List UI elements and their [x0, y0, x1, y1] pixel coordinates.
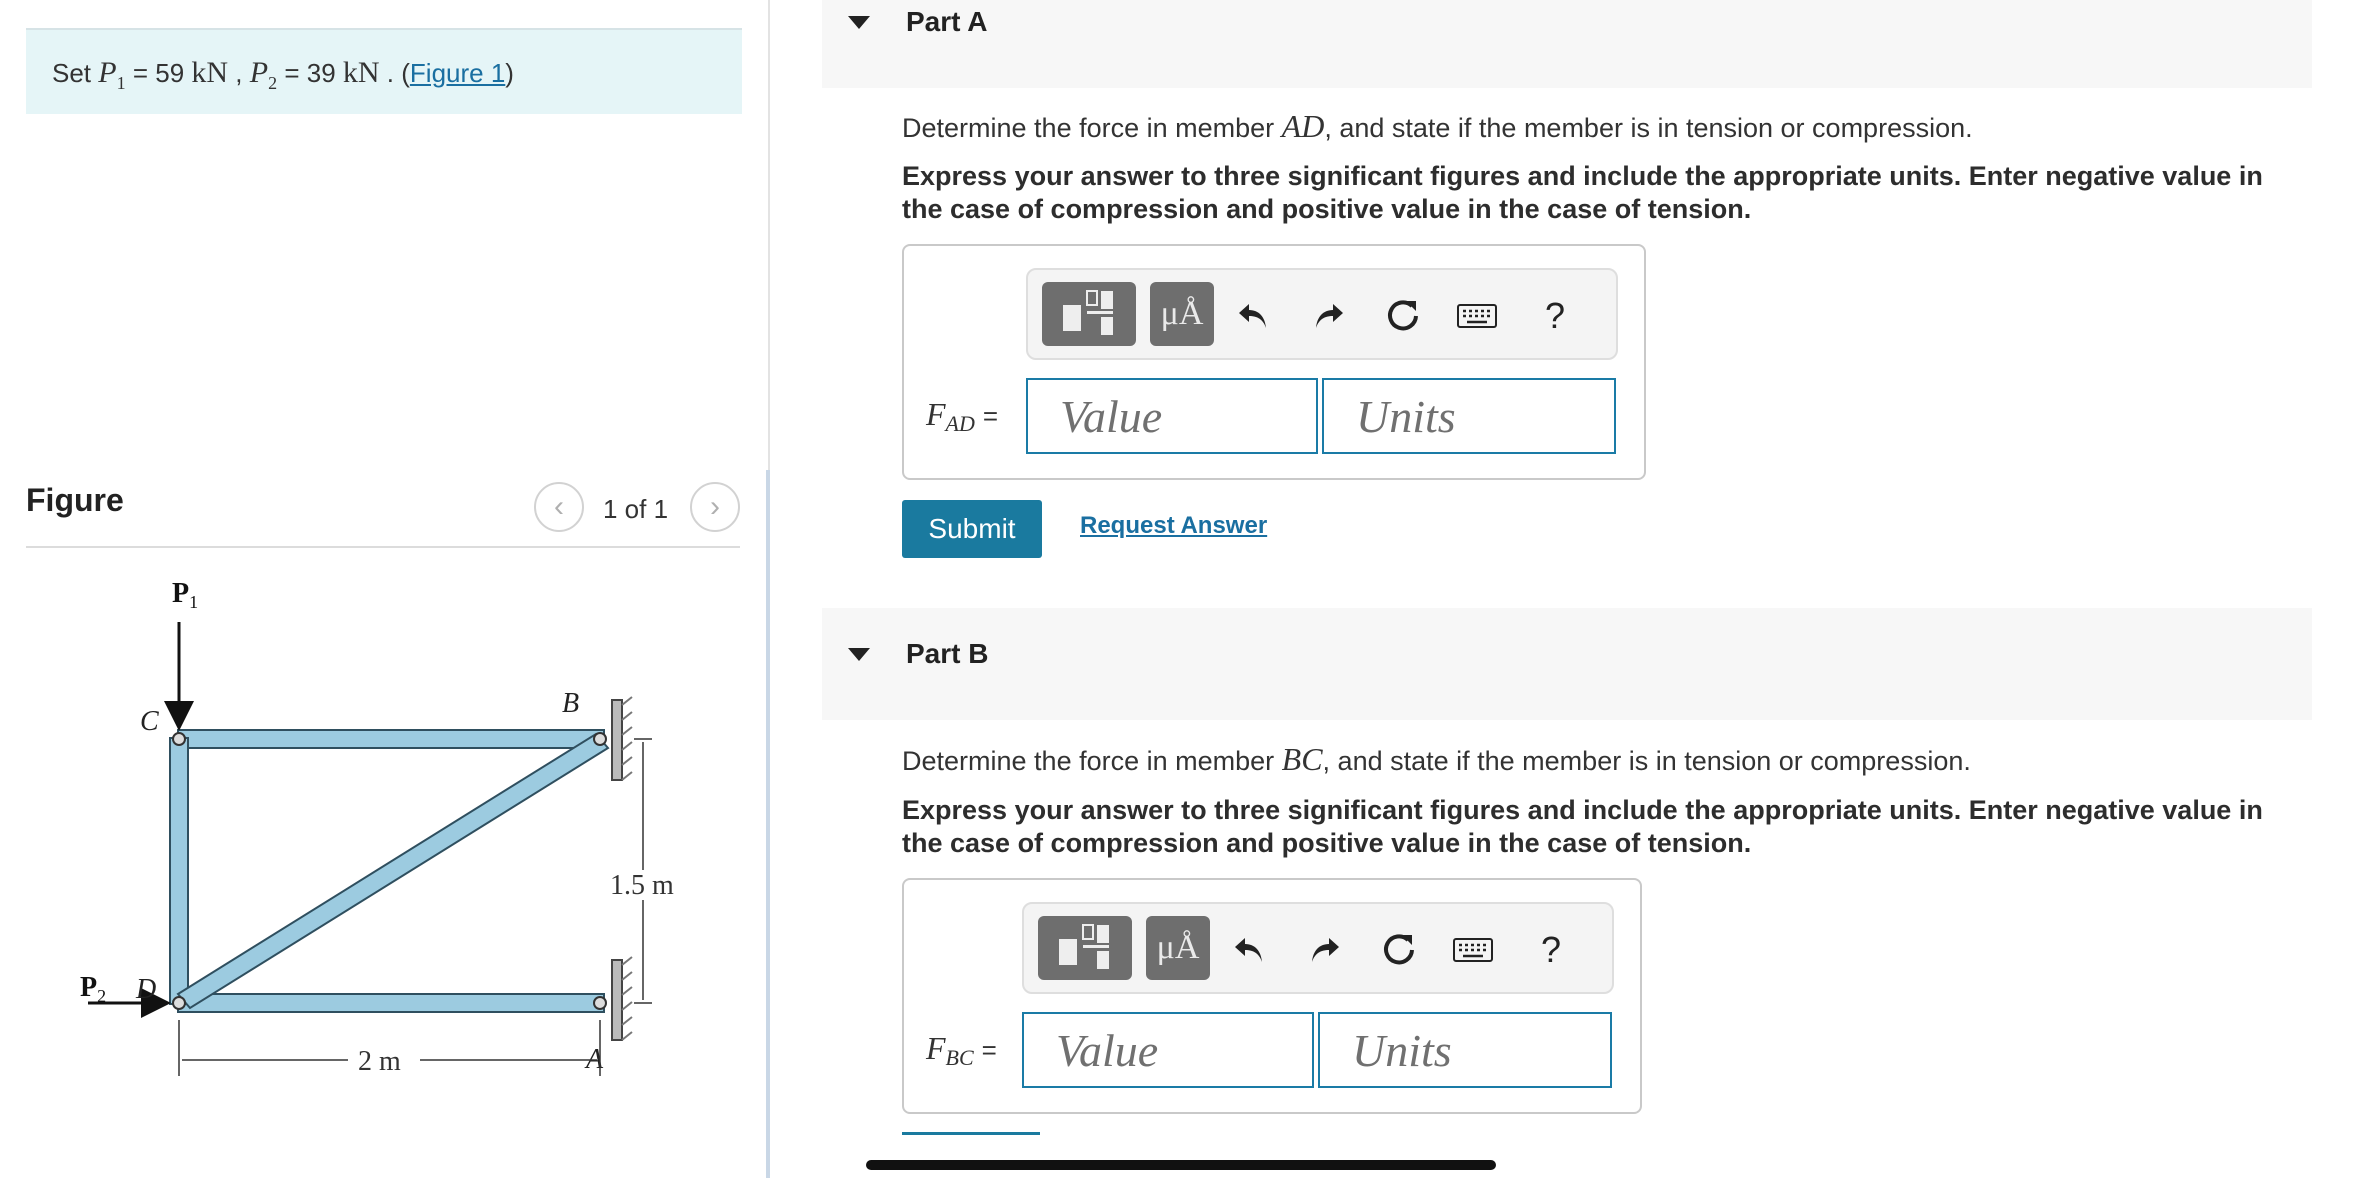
- chevron-right-icon: ›: [710, 490, 720, 523]
- panel-scroll-divider[interactable]: [766, 470, 770, 1178]
- figure-count: 1 of 1: [603, 494, 669, 524]
- symbols-button[interactable]: [1150, 282, 1214, 346]
- help-button[interactable]: [1526, 922, 1576, 978]
- part-b-prompt: Determine the force in member BC, and state if the member is in tension or compression.: [902, 741, 1971, 777]
- keyboard-button[interactable]: [1448, 922, 1498, 978]
- dimension-height-label: 1.5 m: [610, 870, 674, 901]
- separator: ,: [235, 58, 243, 88]
- part-b-value-field[interactable]: [1022, 1012, 1314, 1088]
- label-p2: $P_2$: [80, 972, 107, 1006]
- next-figure-button[interactable]: [690, 482, 740, 532]
- help-icon: ?: [1544, 295, 1566, 336]
- prev-figure-button[interactable]: [534, 482, 584, 532]
- reset-button[interactable]: [1374, 922, 1424, 978]
- member-bc-symbol: BC: [1281, 741, 1323, 777]
- wall-support-b: [612, 697, 632, 780]
- wall-support-a: [612, 957, 632, 1040]
- reset-icon: [1380, 931, 1418, 969]
- reset-icon: [1384, 297, 1422, 335]
- label-d: D: [136, 974, 157, 1005]
- part-a-math-toolbar: [1026, 268, 1618, 360]
- templates-button[interactable]: [1042, 282, 1136, 346]
- part-b-answer-box: [902, 878, 1642, 1114]
- keyboard-icon: [1457, 303, 1497, 329]
- figure-link-close: ): [505, 58, 514, 88]
- help-icon: ?: [1540, 929, 1562, 970]
- redo-button[interactable]: [1304, 288, 1354, 344]
- dimension-width: [179, 1020, 600, 1077]
- templates-icon: [1059, 287, 1119, 341]
- part-a-prompt: Determine the force in member AD, and state if the member is in tension or compression.: [902, 108, 1973, 144]
- label-a: A: [586, 1044, 604, 1075]
- part-b-instructions: Express your answer to three significant figures and include the appropriate units. Enter negative value in the case of compression and positive value in the case of tension.: [902, 795, 2263, 858]
- chevron-left-icon: ‹: [554, 490, 564, 523]
- pin-a: [594, 997, 606, 1009]
- symbols-label: μÅ: [1160, 295, 1204, 332]
- keyboard-icon: [1453, 937, 1493, 963]
- part-b-value-input[interactable]: [1024, 1014, 1312, 1086]
- problem-text: [52, 56, 514, 94]
- symbols-label: μÅ: [1156, 929, 1200, 966]
- part-a-instructions: Express your answer to three significant figures and include the appropriate units. Enter negative value in the case of compression and positive value in the case of tension.: [902, 161, 2263, 224]
- part-b-units-input[interactable]: [1320, 1014, 1610, 1086]
- panel-divider: [768, 0, 770, 470]
- part-a-answer-box: [902, 244, 1646, 480]
- reset-button[interactable]: [1378, 288, 1428, 344]
- part-a-value-input[interactable]: [1028, 380, 1316, 452]
- caret-down-icon: [848, 648, 870, 661]
- label-b: B: [562, 688, 580, 719]
- request-answer-link[interactable]: Request Answer: [1080, 512, 1268, 539]
- part-b-submit-button-edge[interactable]: [902, 1132, 1040, 1138]
- part-b-answer-label: $F_{BC}$ =: [926, 1030, 997, 1070]
- part-a-header[interactable]: [822, 0, 2312, 88]
- member-db: [178, 734, 608, 1008]
- templates-icon: [1055, 921, 1115, 975]
- redo-icon: [1307, 934, 1343, 966]
- part-a-units-input[interactable]: [1324, 380, 1614, 452]
- p2-value: = 39: [284, 58, 336, 88]
- redo-button[interactable]: [1300, 922, 1350, 978]
- home-indicator[interactable]: [866, 1160, 1496, 1170]
- problem-statement: [26, 28, 742, 114]
- keyboard-button[interactable]: [1452, 288, 1502, 344]
- pin-b: [594, 733, 606, 745]
- truss-figure: [60, 570, 700, 1110]
- undo-icon: [1231, 934, 1267, 966]
- figure-title: Figure: [26, 482, 124, 518]
- part-a-value-field[interactable]: [1026, 378, 1318, 454]
- figure-link[interactable]: Figure 1: [409, 58, 506, 88]
- redo-icon: [1311, 300, 1347, 332]
- submit-button[interactable]: Submit: [902, 500, 1042, 558]
- undo-icon: [1235, 300, 1271, 332]
- member-cd: [170, 738, 188, 1004]
- member-da: [178, 994, 604, 1012]
- part-b-header[interactable]: [822, 608, 2312, 720]
- label-c: C: [140, 706, 159, 737]
- p1-value: = 59: [132, 58, 185, 88]
- figure-divider: [26, 546, 740, 548]
- pin-d: [173, 997, 185, 1009]
- left-panel: [0, 0, 768, 1178]
- dimension-width-label: 2 m: [358, 1046, 401, 1077]
- part-b-units-field[interactable]: [1318, 1012, 1612, 1088]
- part-b-title: Part B: [906, 638, 989, 669]
- member-cb: [178, 730, 604, 748]
- part-b-math-toolbar: [1022, 902, 1614, 994]
- p1-unit: kN: [191, 56, 229, 89]
- undo-button[interactable]: [1224, 922, 1274, 978]
- part-a-answer-label: $F_{AD}$ =: [926, 396, 999, 436]
- label-p1: $P_1$: [172, 578, 199, 612]
- part-a-title: Part A: [906, 6, 988, 37]
- p2-symbol: $P_2$: [249, 56, 278, 93]
- figure-link-open: . (: [386, 58, 410, 88]
- p2-unit: kN: [342, 56, 380, 89]
- symbols-button[interactable]: [1146, 916, 1210, 980]
- member-ad-symbol: AD: [1281, 108, 1325, 144]
- templates-button[interactable]: [1038, 916, 1132, 980]
- part-a-units-field[interactable]: [1322, 378, 1616, 454]
- undo-button[interactable]: [1228, 288, 1278, 344]
- p1-symbol: $P_1$: [98, 56, 126, 93]
- pin-c: [173, 733, 185, 745]
- problem-prefix: Set: [52, 58, 92, 88]
- help-button[interactable]: [1530, 288, 1580, 344]
- caret-down-icon: [848, 16, 870, 29]
